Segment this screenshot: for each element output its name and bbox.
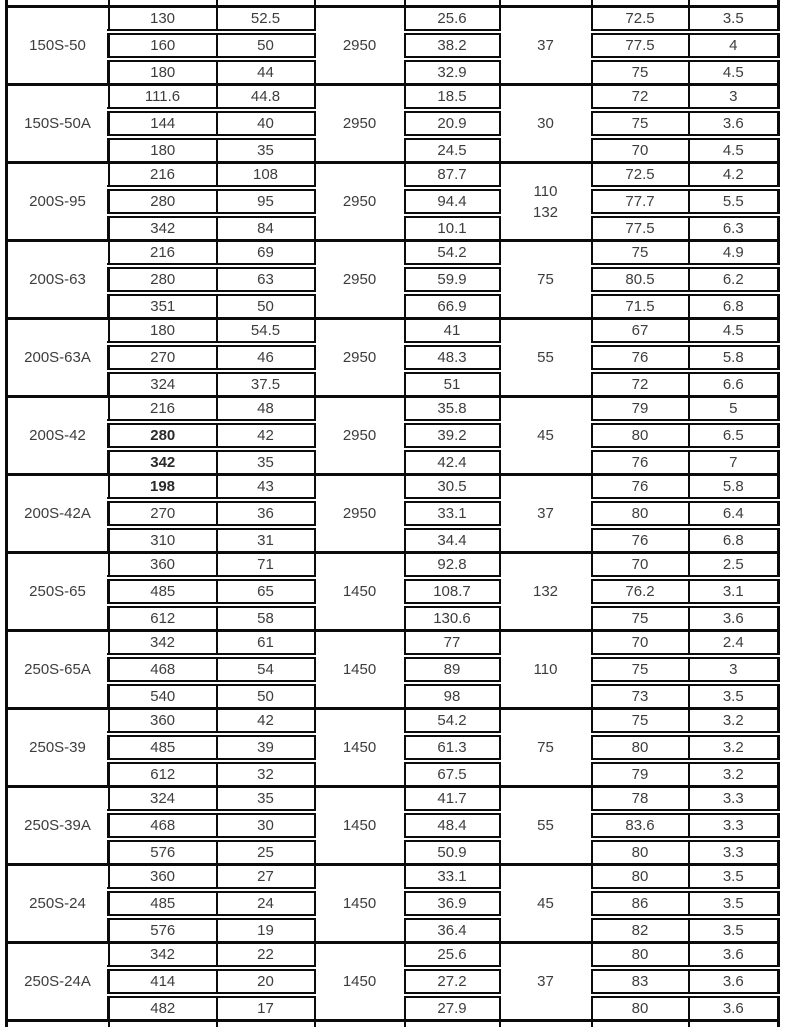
motor-power-value: 30: [501, 113, 591, 134]
motor-power-cell: [500, 943, 592, 1021]
model-cell: 250S-65A: [7, 631, 109, 709]
flow-cell: 342: [109, 943, 217, 969]
spec-row: [7, 631, 779, 657]
head-cell: 35: [217, 787, 315, 813]
npsh-cell: 5.5: [689, 188, 779, 215]
head-cell: 43: [217, 475, 315, 501]
head-cell: 48: [217, 397, 315, 423]
speed-cell: 2950: [315, 241, 405, 319]
efficiency-cell: 67: [592, 319, 689, 345]
flow-cell: 468: [109, 812, 217, 839]
npsh-cell: 5.8: [689, 344, 779, 371]
model-cell: 150S-50A: [7, 85, 109, 163]
npsh-cell: 4.2: [689, 163, 779, 189]
flow-cell: 324: [109, 787, 217, 813]
efficiency-cell: 79: [592, 397, 689, 423]
power-cell: 27.9: [405, 995, 500, 1021]
power-cell: 89: [405, 656, 500, 683]
flow-cell: 111.6: [109, 85, 217, 111]
motor-power-cell: [500, 553, 592, 631]
head-cell: 50: [217, 683, 315, 709]
flow-cell: 576: [109, 839, 217, 865]
npsh-cell: 5: [689, 397, 779, 423]
power-cell: 33.1: [405, 500, 500, 527]
efficiency-cell: 75: [592, 241, 689, 267]
npsh-cell: 5.8: [689, 475, 779, 501]
pump-specification-table: [5, 0, 780, 1027]
flow-cell: 270: [109, 344, 217, 371]
head-cell: 24: [217, 890, 315, 917]
motor-power-value: 37: [501, 503, 591, 524]
head-cell: 65: [217, 578, 315, 605]
npsh-cell: 3.5: [689, 890, 779, 917]
power-cell: 25.6: [405, 7, 500, 33]
npsh-cell: 3.2: [689, 709, 779, 735]
cropped-cell: [217, 1021, 315, 1027]
spec-row: [7, 85, 779, 111]
head-cell: 46: [217, 344, 315, 371]
motor-power-value: 37: [501, 35, 591, 56]
motor-power-value: 55: [501, 347, 591, 368]
efficiency-cell: 70: [592, 553, 689, 579]
spec-row: [7, 865, 779, 891]
speed-cell: 2950: [315, 475, 405, 553]
spec-row: [7, 475, 779, 501]
spec-row: [7, 943, 779, 969]
flow-cell: 180: [109, 137, 217, 163]
power-cell: 27.2: [405, 968, 500, 995]
npsh-cell: 3.6: [689, 968, 779, 995]
head-cell: 17: [217, 995, 315, 1021]
power-cell: 18.5: [405, 85, 500, 111]
power-cell: 38.2: [405, 32, 500, 59]
efficiency-cell: 80: [592, 422, 689, 449]
motor-power-cell: [500, 163, 592, 241]
npsh-cell: 3.6: [689, 110, 779, 137]
flow-cell: 540: [109, 683, 217, 709]
npsh-cell: 3.3: [689, 839, 779, 865]
npsh-cell: 3.3: [689, 787, 779, 813]
head-cell: 19: [217, 917, 315, 943]
spec-row: [7, 787, 779, 813]
flow-cell: 342: [109, 631, 217, 657]
cropped-cell: [405, 1021, 500, 1027]
flow-cell: 351: [109, 293, 217, 319]
motor-power-cell: [500, 709, 592, 787]
spec-row: [7, 319, 779, 345]
motor-power-value: 75: [501, 269, 591, 290]
head-cell: 42: [217, 709, 315, 735]
npsh-cell: 3.2: [689, 761, 779, 787]
head-cell: 39: [217, 734, 315, 761]
spec-row: [7, 709, 779, 735]
head-cell: 36: [217, 500, 315, 527]
motor-power-value: 132: [501, 202, 591, 223]
power-cell: 39.2: [405, 422, 500, 449]
efficiency-cell: 86: [592, 890, 689, 917]
model-cell: 200S-63: [7, 241, 109, 319]
motor-power-value: 37: [501, 971, 591, 992]
npsh-cell: 6.8: [689, 293, 779, 319]
flow-cell: 360: [109, 553, 217, 579]
npsh-cell: 3.6: [689, 995, 779, 1021]
table-body: [7, 0, 779, 1027]
speed-cell: 2950: [315, 7, 405, 85]
head-cell: 108: [217, 163, 315, 189]
head-cell: 27: [217, 865, 315, 891]
model-cell: 200S-42: [7, 397, 109, 475]
speed-cell: 1450: [315, 943, 405, 1021]
head-cell: 40: [217, 110, 315, 137]
flow-cell: 160: [109, 32, 217, 59]
flow-cell: 360: [109, 865, 217, 891]
power-cell: 92.8: [405, 553, 500, 579]
model-cell: 200S-42A: [7, 475, 109, 553]
efficiency-cell: 72: [592, 371, 689, 397]
power-cell: 87.7: [405, 163, 500, 189]
power-cell: 54.2: [405, 709, 500, 735]
flow-cell: 180: [109, 59, 217, 85]
flow-cell: 324: [109, 371, 217, 397]
head-cell: 84: [217, 215, 315, 241]
model-cell: 250S-39A: [7, 787, 109, 865]
flow-cell: 482: [109, 995, 217, 1021]
speed-cell: 2950: [315, 319, 405, 397]
model-cell: 150S-50: [7, 7, 109, 85]
npsh-cell: 3.5: [689, 683, 779, 709]
speed-cell: 1450: [315, 631, 405, 709]
power-cell: 41.7: [405, 787, 500, 813]
motor-power-cell: [500, 319, 592, 397]
head-cell: 44.8: [217, 85, 315, 111]
power-cell: 67.5: [405, 761, 500, 787]
head-cell: 58: [217, 605, 315, 631]
motor-power-value: 45: [501, 893, 591, 914]
flow-cell: 216: [109, 397, 217, 423]
head-cell: 37.5: [217, 371, 315, 397]
npsh-cell: 4.5: [689, 319, 779, 345]
speed-cell: 1450: [315, 787, 405, 865]
cropped-row-bottom: [7, 1021, 779, 1027]
head-cell: 50: [217, 32, 315, 59]
motor-power-cell: [500, 631, 592, 709]
cropped-cell: [7, 1021, 109, 1027]
head-cell: 32: [217, 761, 315, 787]
efficiency-cell: 75: [592, 59, 689, 85]
power-cell: 30.5: [405, 475, 500, 501]
power-cell: 94.4: [405, 188, 500, 215]
flow-cell: 576: [109, 917, 217, 943]
head-cell: 20: [217, 968, 315, 995]
power-cell: 66.9: [405, 293, 500, 319]
model-cell: 250S-24: [7, 865, 109, 943]
power-cell: 32.9: [405, 59, 500, 85]
flow-cell: 414: [109, 968, 217, 995]
spec-row: [7, 241, 779, 267]
flow-cell: 216: [109, 163, 217, 189]
npsh-cell: 4.9: [689, 241, 779, 267]
power-cell: 25.6: [405, 943, 500, 969]
flow-cell: 485: [109, 734, 217, 761]
head-cell: 22: [217, 943, 315, 969]
flow-cell: 612: [109, 761, 217, 787]
model-cell: 250S-24A: [7, 943, 109, 1021]
head-cell: 25: [217, 839, 315, 865]
power-cell: 48.3: [405, 344, 500, 371]
npsh-cell: 6.4: [689, 500, 779, 527]
flow-cell: 180: [109, 319, 217, 345]
flow-cell: 270: [109, 500, 217, 527]
speed-cell: 1450: [315, 709, 405, 787]
npsh-cell: 4.5: [689, 59, 779, 85]
power-cell: 48.4: [405, 812, 500, 839]
efficiency-cell: 76: [592, 527, 689, 553]
motor-power-value: 132: [501, 581, 591, 602]
efficiency-cell: 80: [592, 943, 689, 969]
flow-cell: 342: [109, 449, 217, 475]
npsh-cell: 4.5: [689, 137, 779, 163]
head-cell: 35: [217, 449, 315, 475]
cropped-cell: [109, 1021, 217, 1027]
efficiency-cell: 80: [592, 734, 689, 761]
power-cell: 42.4: [405, 449, 500, 475]
spec-row: [7, 397, 779, 423]
flow-cell: 342: [109, 215, 217, 241]
cropped-cell: [315, 1021, 405, 1027]
head-cell: 50: [217, 293, 315, 319]
npsh-cell: 6.6: [689, 371, 779, 397]
npsh-cell: 6.5: [689, 422, 779, 449]
efficiency-cell: 77.5: [592, 215, 689, 241]
head-cell: 44: [217, 59, 315, 85]
power-cell: 61.3: [405, 734, 500, 761]
flow-cell: 216: [109, 241, 217, 267]
motor-power-cell: [500, 241, 592, 319]
power-cell: 77: [405, 631, 500, 657]
motor-power-cell: [500, 85, 592, 163]
head-cell: 52.5: [217, 7, 315, 33]
power-cell: 51: [405, 371, 500, 397]
head-cell: 42: [217, 422, 315, 449]
model-cell: 250S-65: [7, 553, 109, 631]
efficiency-cell: 75: [592, 605, 689, 631]
cropped-cell: [500, 1021, 592, 1027]
model-cell: 200S-63A: [7, 319, 109, 397]
efficiency-cell: 79: [592, 761, 689, 787]
motor-power-cell: [500, 865, 592, 943]
efficiency-cell: 76: [592, 449, 689, 475]
motor-power-cell: [500, 397, 592, 475]
npsh-cell: 2.5: [689, 553, 779, 579]
model-cell: 200S-95: [7, 163, 109, 241]
efficiency-cell: 75: [592, 656, 689, 683]
flow-cell: 612: [109, 605, 217, 631]
efficiency-cell: 76: [592, 475, 689, 501]
efficiency-cell: 70: [592, 137, 689, 163]
power-cell: 36.4: [405, 917, 500, 943]
head-cell: 69: [217, 241, 315, 267]
cropped-cell: [592, 1021, 689, 1027]
power-cell: 108.7: [405, 578, 500, 605]
npsh-cell: 3.5: [689, 7, 779, 33]
speed-cell: 2950: [315, 397, 405, 475]
npsh-cell: 6.8: [689, 527, 779, 553]
efficiency-cell: 72: [592, 85, 689, 111]
head-cell: 95: [217, 188, 315, 215]
power-cell: 50.9: [405, 839, 500, 865]
motor-power-value: 45: [501, 425, 591, 446]
npsh-cell: 3: [689, 656, 779, 683]
head-cell: 63: [217, 266, 315, 293]
flow-cell: 485: [109, 578, 217, 605]
flow-cell: 468: [109, 656, 217, 683]
flow-cell: 198: [109, 475, 217, 501]
flow-cell: 310: [109, 527, 217, 553]
model-cell: 250S-39: [7, 709, 109, 787]
efficiency-cell: 82: [592, 917, 689, 943]
head-cell: 30: [217, 812, 315, 839]
npsh-cell: 6.2: [689, 266, 779, 293]
efficiency-cell: 78: [592, 787, 689, 813]
spec-row: [7, 7, 779, 33]
head-cell: 35: [217, 137, 315, 163]
flow-cell: 280: [109, 266, 217, 293]
efficiency-cell: 76.2: [592, 578, 689, 605]
npsh-cell: 3.2: [689, 734, 779, 761]
power-cell: 20.9: [405, 110, 500, 137]
power-cell: 24.5: [405, 137, 500, 163]
motor-power-cell: [500, 787, 592, 865]
flow-cell: 280: [109, 188, 217, 215]
motor-power-value: 110: [501, 181, 591, 202]
power-cell: 41: [405, 319, 500, 345]
power-cell: 36.9: [405, 890, 500, 917]
power-cell: 54.2: [405, 241, 500, 267]
npsh-cell: 6.3: [689, 215, 779, 241]
motor-power-cell: [500, 475, 592, 553]
efficiency-cell: 83.6: [592, 812, 689, 839]
power-cell: 98: [405, 683, 500, 709]
flow-cell: 280: [109, 422, 217, 449]
motor-power-value: 110: [501, 659, 591, 680]
efficiency-cell: 76: [592, 344, 689, 371]
npsh-cell: 7: [689, 449, 779, 475]
flow-cell: 360: [109, 709, 217, 735]
efficiency-cell: 71.5: [592, 293, 689, 319]
head-cell: 54: [217, 656, 315, 683]
efficiency-cell: 77.7: [592, 188, 689, 215]
npsh-cell: 3.5: [689, 865, 779, 891]
efficiency-cell: 83: [592, 968, 689, 995]
speed-cell: 1450: [315, 553, 405, 631]
motor-power-value: 55: [501, 815, 591, 836]
flow-cell: 144: [109, 110, 217, 137]
flow-cell: 485: [109, 890, 217, 917]
npsh-cell: 3.5: [689, 917, 779, 943]
motor-power-cell: [500, 7, 592, 85]
power-cell: 130.6: [405, 605, 500, 631]
efficiency-cell: 80: [592, 995, 689, 1021]
npsh-cell: 4: [689, 32, 779, 59]
power-cell: 10.1: [405, 215, 500, 241]
flow-cell: 130: [109, 7, 217, 33]
power-cell: 59.9: [405, 266, 500, 293]
head-cell: 31: [217, 527, 315, 553]
head-cell: 61: [217, 631, 315, 657]
power-cell: 33.1: [405, 865, 500, 891]
npsh-cell: 3.3: [689, 812, 779, 839]
efficiency-cell: 80: [592, 865, 689, 891]
power-cell: 35.8: [405, 397, 500, 423]
npsh-cell: 3.6: [689, 943, 779, 969]
efficiency-cell: 77.5: [592, 32, 689, 59]
speed-cell: 2950: [315, 163, 405, 241]
efficiency-cell: 75: [592, 709, 689, 735]
speed-cell: 1450: [315, 865, 405, 943]
efficiency-cell: 72.5: [592, 7, 689, 33]
speed-cell: 2950: [315, 85, 405, 163]
cropped-cell: [689, 1021, 779, 1027]
npsh-cell: 2.4: [689, 631, 779, 657]
motor-power-value: 75: [501, 737, 591, 758]
spec-row: [7, 553, 779, 579]
power-cell: 34.4: [405, 527, 500, 553]
spec-row: [7, 163, 779, 189]
efficiency-cell: 80.5: [592, 266, 689, 293]
npsh-cell: 3: [689, 85, 779, 111]
efficiency-cell: 73: [592, 683, 689, 709]
efficiency-cell: 75: [592, 110, 689, 137]
npsh-cell: 3.6: [689, 605, 779, 631]
efficiency-cell: 80: [592, 500, 689, 527]
head-cell: 54.5: [217, 319, 315, 345]
efficiency-cell: 72.5: [592, 163, 689, 189]
npsh-cell: 3.1: [689, 578, 779, 605]
efficiency-cell: 80: [592, 839, 689, 865]
head-cell: 71: [217, 553, 315, 579]
efficiency-cell: 70: [592, 631, 689, 657]
